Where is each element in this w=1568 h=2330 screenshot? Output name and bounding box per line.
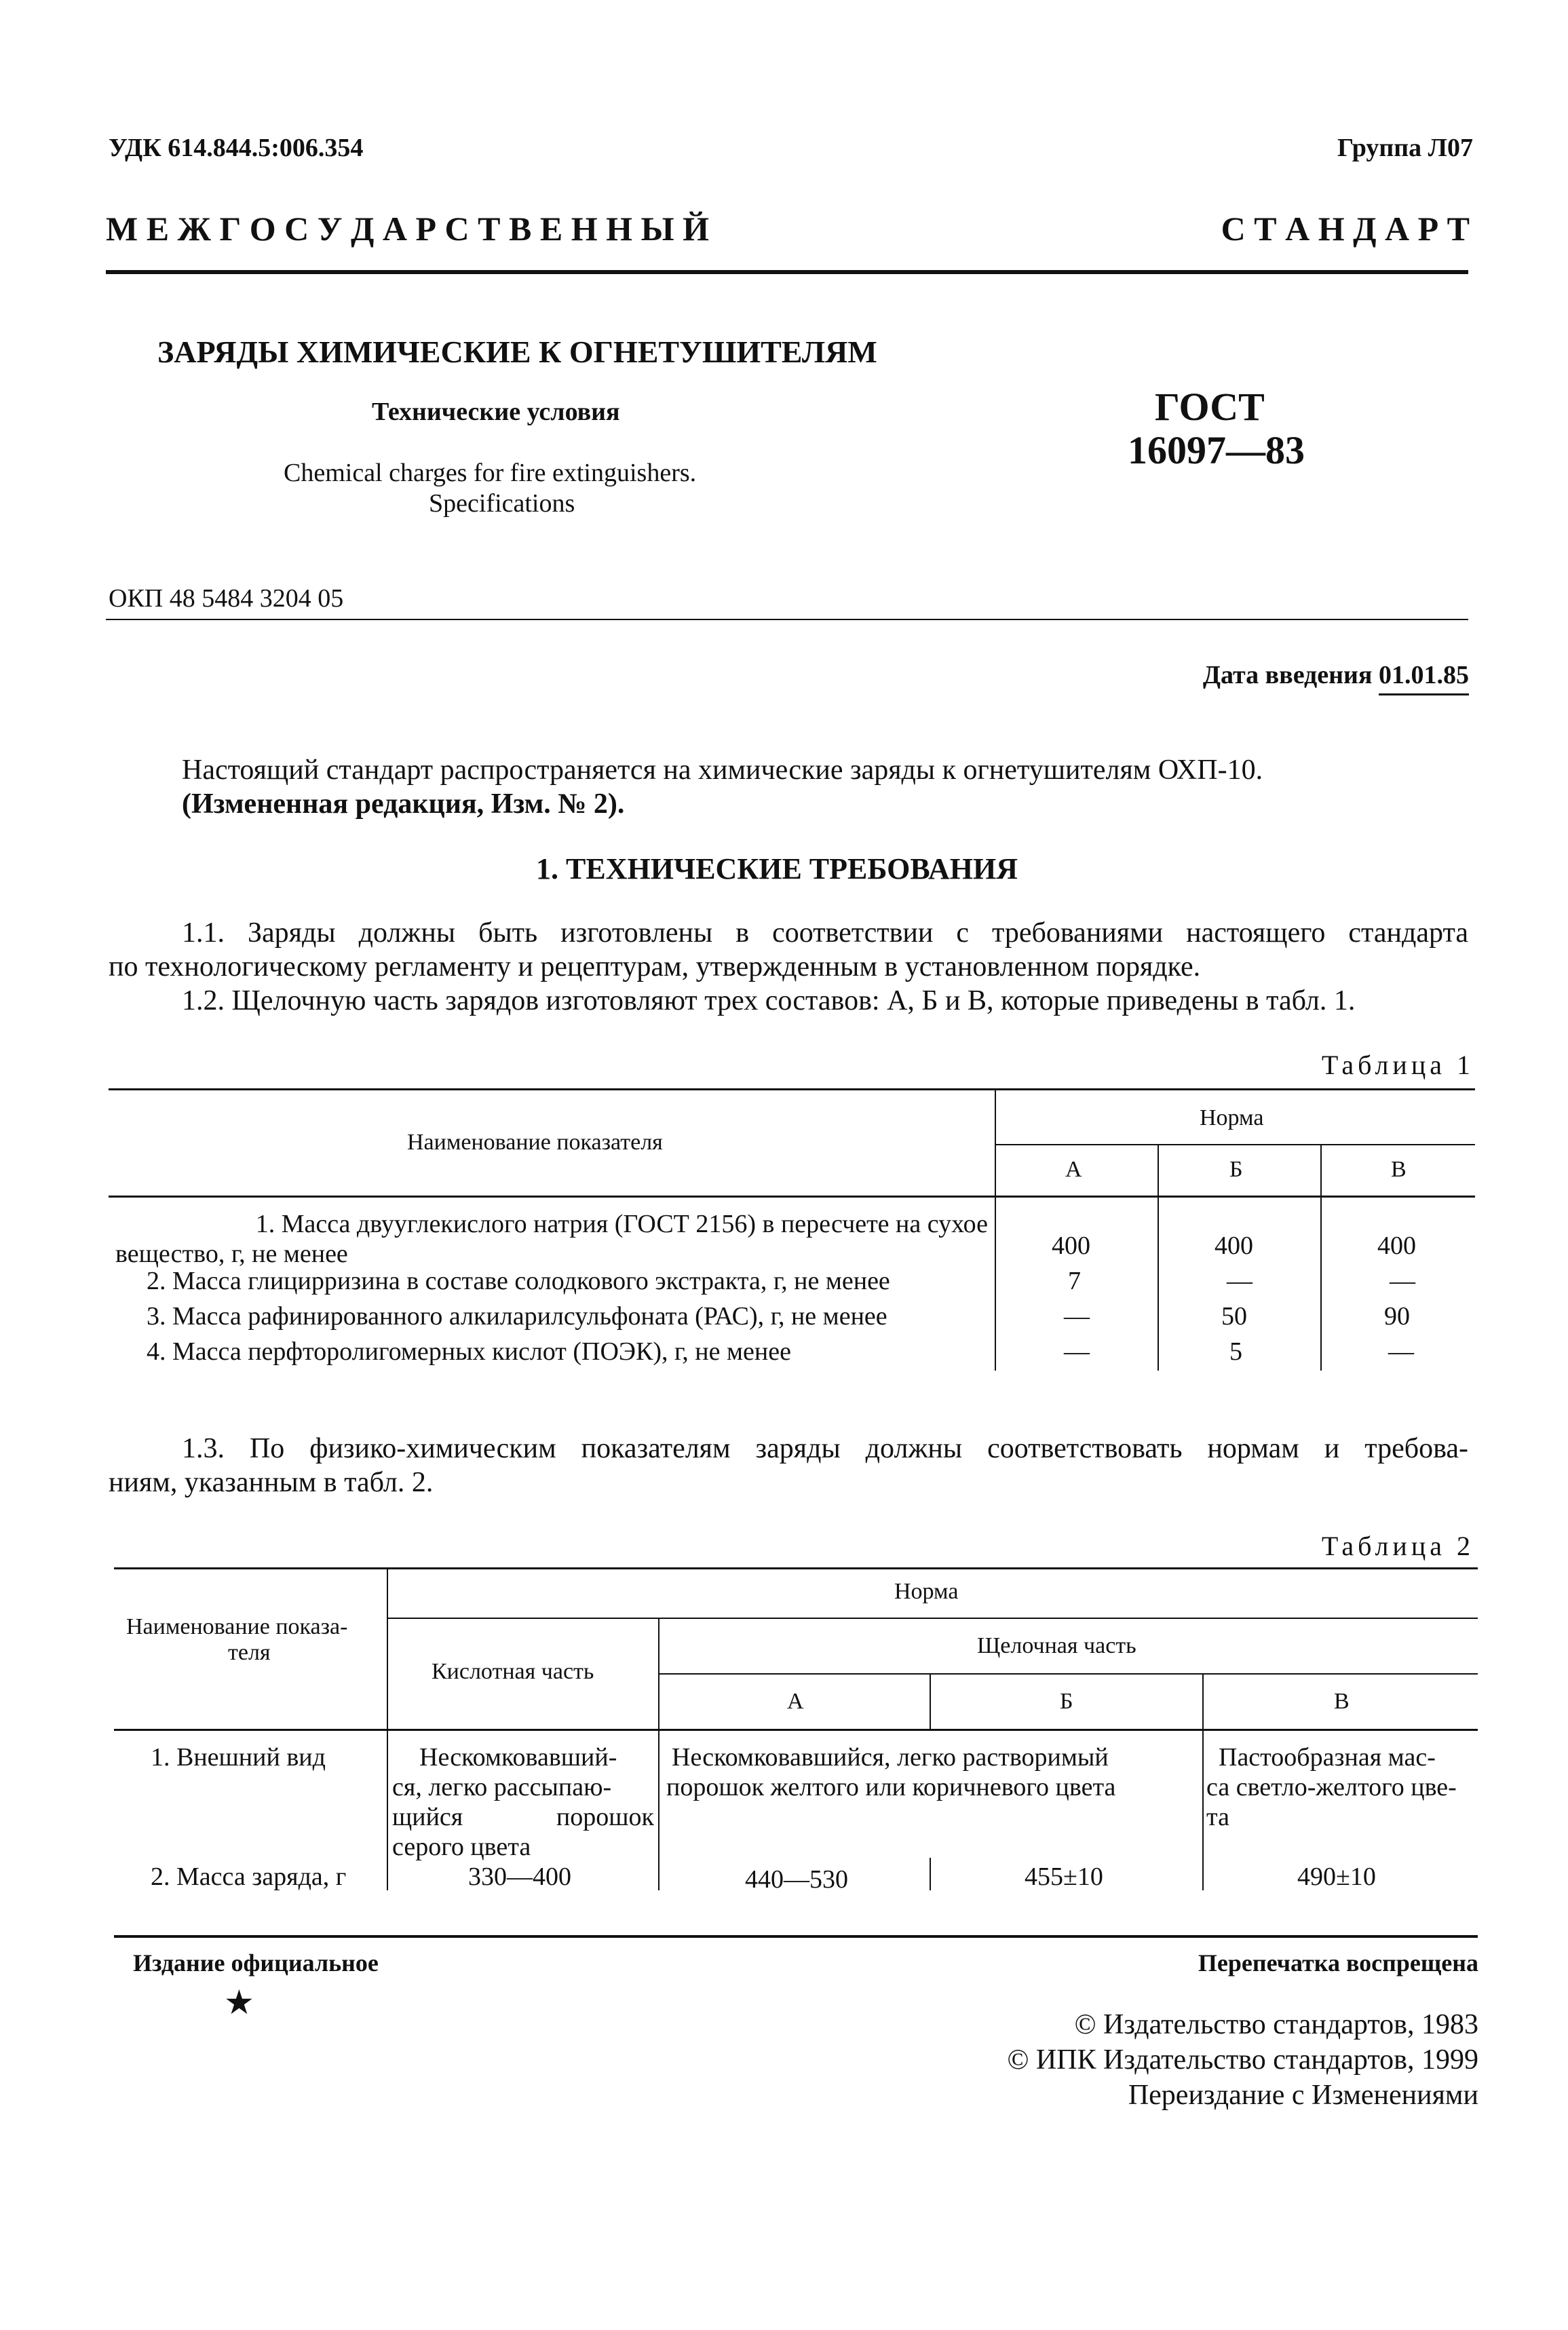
table2-row2-c: 490±10 bbox=[1297, 1863, 1376, 1891]
clause-1-1-line2: по технологическому регламенту и рецептурам, утвержденным в установленном порядке. bbox=[109, 951, 1201, 982]
table2-col-b: Б bbox=[1060, 1689, 1073, 1714]
table1-row3-name: 3. Масса рафинированного алкиларилсульфоната (РАС), г, не менее bbox=[147, 1302, 887, 1331]
reissue-note: Переиздание с Изменениями bbox=[1128, 2080, 1478, 2111]
table1-row2-b: — bbox=[1227, 1267, 1253, 1295]
clause-1-1-line1: 1.1. Заряды должны быть изготовлены в соответствии с требованиями настоящего стандарта bbox=[182, 917, 1468, 949]
table2-header-name-line1: Наименование показа- bbox=[126, 1614, 348, 1639]
table2-row1-c-line3: та bbox=[1206, 1803, 1229, 1831]
table1-col-divider bbox=[995, 1088, 996, 1371]
banner-standard: С Т А Н Д А Р Т bbox=[1221, 210, 1470, 248]
star-icon: ★ bbox=[224, 1983, 254, 2021]
table1-norm-rule bbox=[996, 1144, 1475, 1145]
table1-row1-c: 400 bbox=[1377, 1231, 1416, 1260]
official-edition-label: Издание официальное bbox=[133, 1949, 379, 1976]
document-title: ЗАРЯДЫ ХИМИЧЕСКИЕ К ОГНЕТУШИТЕЛЯМ bbox=[157, 335, 877, 369]
table2-row1-acid-line2: ся, легко рассыпаю- bbox=[392, 1773, 612, 1801]
table2-row1-acid-line3: щийся порошок bbox=[392, 1803, 654, 1831]
table2-header-rule bbox=[114, 1729, 1478, 1731]
date-label: Дата введения bbox=[1202, 661, 1379, 689]
banner-rule bbox=[106, 270, 1468, 274]
table1-row1-name-line1: 1. Масса двууглекислого натрия (ГОСТ 2156) в пересчете на сухое bbox=[255, 1210, 988, 1238]
table1-row4-b: 5 bbox=[1229, 1337, 1242, 1366]
table1-row3-c: 90 bbox=[1384, 1302, 1410, 1331]
table1-col-divider bbox=[1320, 1144, 1322, 1371]
date-value: 01.01.85 bbox=[1379, 661, 1469, 695]
table1-row1-a: 400 bbox=[1052, 1231, 1090, 1260]
intro-amendment-note: (Измененная редакция, Изм. № 2). bbox=[182, 788, 625, 820]
group-code: Группа Л07 bbox=[1337, 134, 1473, 162]
table1-col-b: Б bbox=[1229, 1157, 1243, 1182]
table2-col-divider bbox=[930, 1673, 931, 1729]
copyright-1999: © ИПК Издательство стандартов, 1999 bbox=[1007, 2044, 1478, 2076]
udk-code: УДК 614.844.5:006.354 bbox=[109, 134, 364, 162]
table1-row1-name-line2: вещество, г, не менее bbox=[115, 1240, 348, 1268]
section-title: 1. ТЕХНИЧЕСКИЕ ТРЕБОВАНИЯ bbox=[536, 852, 1018, 885]
table2-row1-name: 1. Внешний вид bbox=[151, 1743, 326, 1772]
introduction-date bbox=[1203, 660, 1469, 690]
copyright-1983: © Издательство стандартов, 1983 bbox=[1074, 2009, 1478, 2040]
table2-row1-c-line1: Пастообразная мас- bbox=[1219, 1743, 1436, 1772]
table2-row1-ab-line1: Нескомковавшийся, легко растворимый bbox=[672, 1743, 1109, 1772]
table1-top-rule bbox=[109, 1088, 1475, 1090]
gost-number: 16097—83 bbox=[1128, 428, 1305, 472]
table2-header-name-line2: теля bbox=[228, 1640, 271, 1665]
table1-row2-a: 7 bbox=[1068, 1267, 1081, 1295]
table1-caption: Таблица 1 bbox=[1321, 1050, 1474, 1080]
table1-row4-c: — bbox=[1388, 1337, 1414, 1366]
table2-col-c: В bbox=[1334, 1689, 1350, 1714]
table2-header-acid: Кислотная часть bbox=[432, 1659, 594, 1684]
table2-row2-acid: 330—400 bbox=[468, 1863, 571, 1891]
table1-header-norm: Норма bbox=[1200, 1105, 1264, 1130]
table1-col-c: В bbox=[1391, 1157, 1407, 1182]
table1-row3-b: 50 bbox=[1221, 1302, 1247, 1331]
gost-label: ГОСТ bbox=[1155, 385, 1265, 429]
english-title-line2: Specifications bbox=[429, 489, 575, 518]
banner-interstate: М Е Ж Г О С У Д А Р С Т В Е Н Н Ы Й bbox=[106, 210, 709, 248]
table2-row1-c-line2: са светло-желтого цве- bbox=[1206, 1773, 1457, 1801]
clause-1-3-line2: ниям, указанным в табл. 2. bbox=[109, 1467, 434, 1498]
okp-rule bbox=[106, 619, 1468, 620]
table1-row4-a: — bbox=[1064, 1337, 1090, 1366]
table1-header-rule bbox=[109, 1196, 1475, 1198]
table1-col-divider bbox=[1158, 1144, 1159, 1371]
table2-header-norm: Норма bbox=[894, 1579, 959, 1604]
table2-row2-b: 455±10 bbox=[1025, 1863, 1103, 1891]
table1-row2-name: 2. Масса глицирризина в составе солодкового экстракта, г, не менее bbox=[147, 1267, 890, 1295]
okp-code: ОКП 48 5484 3204 05 bbox=[109, 584, 344, 613]
table2-top-rule bbox=[114, 1567, 1478, 1569]
table2-col-a: А bbox=[787, 1689, 804, 1714]
table1-row4-name: 4. Масса перфторолигомерных кислот (ПОЭК), г, не менее bbox=[147, 1337, 791, 1366]
table2-col-divider bbox=[387, 1567, 388, 1890]
table2-row1-acid-line4: серого цвета bbox=[392, 1833, 531, 1861]
intro-paragraph: Настоящий стандарт распространяется на химические заряды к огнетушителям ОХП-10. bbox=[182, 755, 1263, 786]
table2-col-divider bbox=[658, 1618, 659, 1890]
table2-norm-rule bbox=[388, 1618, 1478, 1619]
table2-alkaline-rule bbox=[659, 1673, 1478, 1675]
table2-caption: Таблица 2 bbox=[1321, 1531, 1474, 1561]
table2-row1-ab-line2: порошок желтого или коричневого цвета bbox=[666, 1773, 1116, 1801]
document-subtitle: Технические условия bbox=[372, 398, 620, 426]
clause-1-2: 1.2. Щелочную часть зарядов изготовляют трех составов: А, Б и В, которые приведены в табл. 1. bbox=[182, 985, 1356, 1016]
english-title-line1: Chemical charges for fire extinguishers. bbox=[284, 459, 697, 487]
table2-row1-acid-line1: Нескомковавший- bbox=[419, 1743, 617, 1772]
table1-row1-b: 400 bbox=[1215, 1231, 1253, 1260]
table2-row2-name: 2. Масса заряда, г bbox=[151, 1863, 347, 1891]
table2-header-alkaline: Щелочная часть bbox=[977, 1633, 1136, 1658]
standard-banner bbox=[106, 209, 1470, 248]
table2-col-divider bbox=[930, 1858, 931, 1890]
footer-rule bbox=[114, 1935, 1478, 1938]
table1-header-name: Наименование показателя bbox=[407, 1130, 663, 1155]
table2-col-divider bbox=[1202, 1673, 1204, 1890]
table1-row3-a: — bbox=[1064, 1302, 1090, 1331]
table1-row2-c: — bbox=[1390, 1267, 1415, 1295]
clause-1-3-line1: 1.3. По физико-химическим показателям заряды должны соответствовать нормам и требова- bbox=[182, 1433, 1468, 1464]
table2-row2-a: 440—530 bbox=[745, 1865, 848, 1894]
reprint-prohibited-label: Перепечатка воспрещена bbox=[1198, 1949, 1478, 1976]
table1-col-a: А bbox=[1065, 1157, 1082, 1182]
